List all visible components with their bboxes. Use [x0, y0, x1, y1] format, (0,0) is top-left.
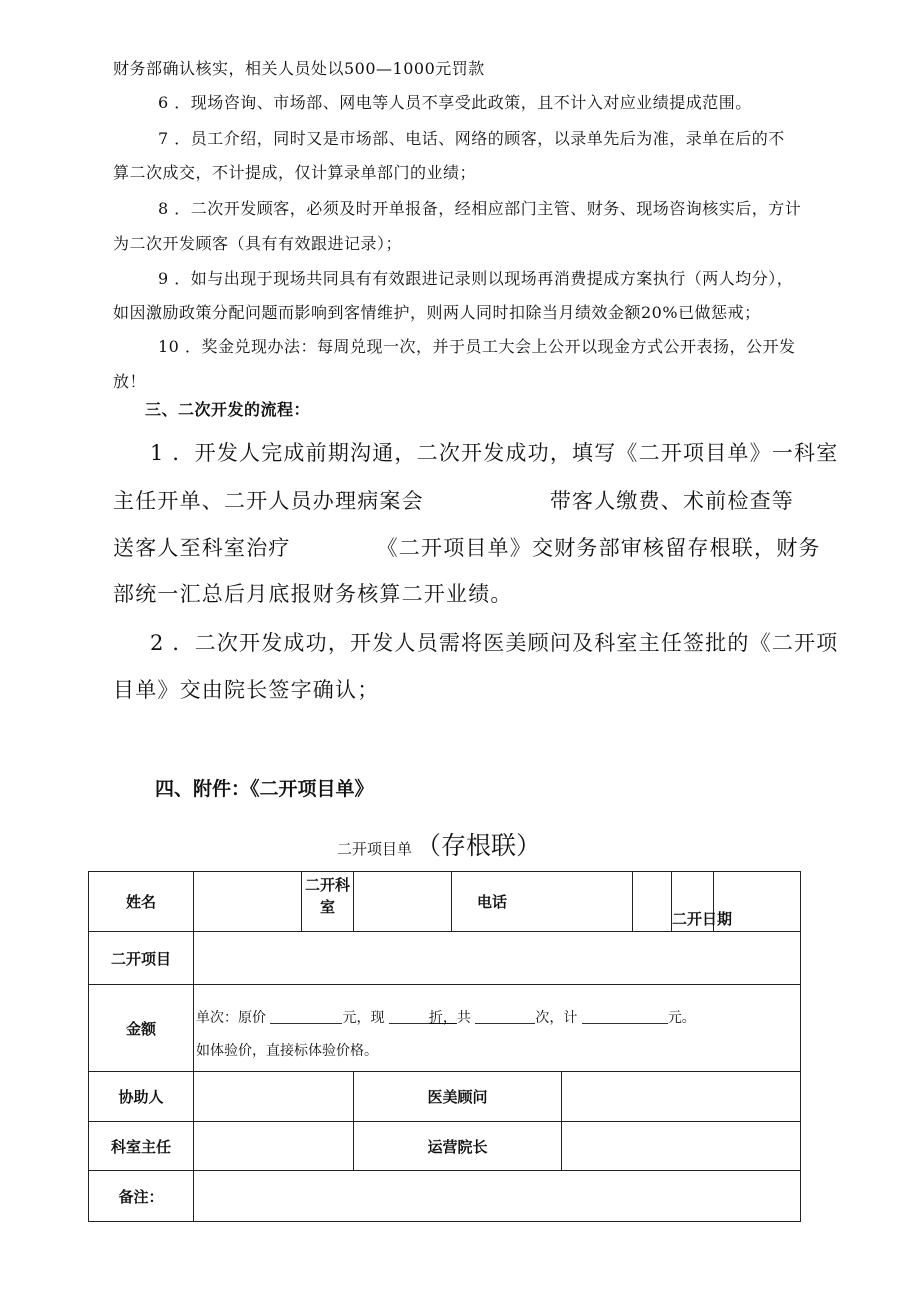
process-step-1-line2-part1: 主任开单、二开人员办理病案会: [113, 489, 424, 513]
section-4-heading: 四、附件：《二开项目单》: [155, 778, 374, 800]
process-step-1-line4: 部统一汇总后月底报财务核算二开业绩。: [113, 582, 513, 606]
project-field[interactable]: [194, 932, 801, 985]
process-step-1-line3: [113, 532, 821, 562]
process-step-2-line1: 2 ．二次开发成功，开发人员需将医美顾问及科室主任签批的《二开项: [150, 631, 839, 655]
amount-line: 单次：原价 元，现 折，共 次，计 元。: [196, 1010, 696, 1026]
paragraph-penalty: 财务部确认核实，相关人员处以500—1000元罚款: [113, 59, 485, 78]
name-field[interactable]: [194, 872, 302, 932]
times-blank[interactable]: [475, 1009, 535, 1024]
assistant-field[interactable]: [194, 1072, 354, 1122]
director-field[interactable]: [194, 1122, 354, 1171]
remark-field[interactable]: [194, 1171, 801, 1222]
form-row-director: [89, 1122, 801, 1171]
form-row-remark: [89, 1171, 801, 1222]
project-form-table: [88, 871, 801, 1222]
director-label: 科室主任: [89, 1122, 194, 1171]
amount-note: 如体验价，直接标体验价格。: [196, 1043, 378, 1059]
remark-label: 备注：: [89, 1171, 194, 1222]
paragraph-item-10-line2: 放！: [113, 372, 147, 391]
paragraph-item-7-line2: 算二次成交，不计提成，仅计算录单部门的业绩；: [113, 163, 477, 182]
form-title: [337, 826, 541, 862]
ops-field[interactable]: [562, 1122, 801, 1171]
process-step-1-line2-part2: 带客人缴费、术前检查等: [549, 489, 795, 513]
paragraph-item-9-line1: 9 ．如与出现于现场共同具有有效跟进记录则以现场再消费提成方案执行（两人均分），: [158, 269, 794, 288]
ops-label: 运营院长: [354, 1122, 562, 1171]
section-3-heading: 三、二次开发的流程：: [145, 400, 311, 419]
process-step-1-line3-part2: 《二开项目单》交财务部审核留存根联，财务: [376, 536, 821, 560]
phone-field[interactable]: [633, 872, 672, 932]
paragraph-item-6: 6 ．现场咨询、市场部、网电等人员不享受此政策，且不计入对应业绩提成范围。: [158, 93, 752, 112]
total-blank[interactable]: [582, 1009, 668, 1024]
paragraph-item-10-line1: 10 ．奖金兑现办法：每周兑现一次，并于员工大会上公开以现金方式公开表扬，公开发: [158, 337, 796, 356]
consultant-label: 医美顾问: [354, 1072, 562, 1122]
date-label: 二开日期: [672, 872, 714, 932]
paragraph-item-8-line1: 8 ．二次开发顾客，必须及时开单报备，经相应部门主管、财务、现场咨询核实后，方计: [158, 199, 802, 218]
paragraph-item-8-line2: 为二次开发顾客（具有有效跟进记录）；: [113, 234, 403, 253]
process-step-1-line3-part1: 送客人至科室治疗: [113, 536, 291, 560]
discount-blank[interactable]: [389, 1009, 429, 1024]
paragraph-item-7-line1: 7 ．员工介绍，同时又是市场部、电话、网络的顾客，以录单先后为准，录单在后的不: [158, 129, 785, 148]
assistant-label: 协助人: [89, 1072, 194, 1122]
form-row-project: [89, 932, 801, 985]
project-label: 二开项目: [89, 932, 194, 985]
form-title-main: 二开项目单: [337, 840, 413, 858]
form-row-assistant: [89, 1072, 801, 1122]
amount-field[interactable]: [194, 985, 801, 1072]
dept-field[interactable]: [354, 872, 452, 932]
process-step-2-line2: 目单》交由院长签字确认；: [113, 678, 380, 702]
consultant-field[interactable]: [562, 1072, 801, 1122]
process-step-1-line1: 1 ．开发人完成前期沟通，二次开发成功，填写《二开项目单》一科室: [150, 441, 839, 465]
form-row-amount: [89, 985, 801, 1072]
original-price-blank[interactable]: [270, 1009, 342, 1024]
form-row-basic: [89, 872, 801, 932]
dept-label: 二开科 室: [302, 872, 354, 932]
process-step-1-line2: [113, 485, 794, 515]
name-label: 姓名: [89, 872, 194, 932]
paragraph-item-9-line2: 如因激励政策分配问题而影响到客情维护，则两人同时扣除当月绩效金额20%已做惩戒；: [113, 303, 761, 322]
form-title-sub: （存根联）: [416, 831, 542, 860]
amount-label: 金额: [89, 985, 194, 1072]
phone-label: 电话: [452, 872, 633, 932]
